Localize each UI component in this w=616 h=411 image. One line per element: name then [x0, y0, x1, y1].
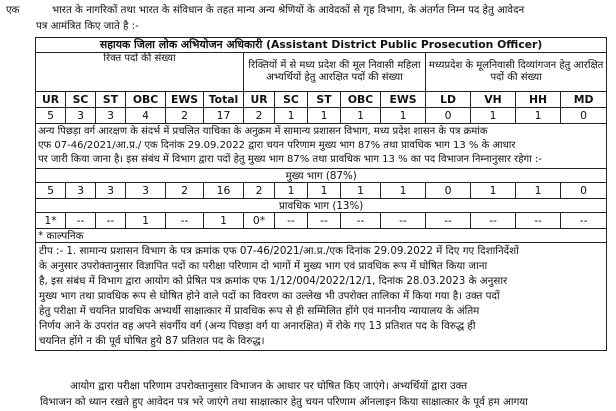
vacancies-header: रिक्त पदों की संख्या	[36, 53, 244, 92]
remark-paragraph	[36, 243, 607, 351]
intro-line-1: भारत के नागरिकों तथा भारत के संविधान के तहत मान्य अन्य श्रेणियों के आवेदकों से गृह विभाग, के अंतर्गत निम्न पद हेतु आवेदन	[52, 5, 525, 16]
category-code-cell: VH	[471, 92, 516, 108]
vacancy-value-cell: 1	[341, 108, 381, 124]
provisional-part-row	[36, 213, 607, 229]
category-code-cell: EWS	[381, 92, 426, 108]
vacancy-value-cell: 2	[166, 108, 204, 124]
category-code-cell: ST	[308, 92, 341, 108]
category-code-cell: LD	[426, 92, 471, 108]
category-code-cell: ST	[96, 92, 126, 108]
intro-line-2: पत्र आमंत्रित किए जाते है :-	[36, 21, 139, 32]
vacancy-value-cell: 17	[204, 108, 244, 124]
category-code-cell: OBC	[341, 92, 381, 108]
remark-line: चयनित होंगे न की पूर्व घोषित हुये 87 प्रतिशत पद के विरुद्ध।	[39, 335, 265, 347]
main-part-label: मुख्य भाग (87%)	[36, 169, 607, 183]
category-code-cell: UR	[244, 92, 275, 108]
category-code-cell: SC	[66, 92, 96, 108]
vacancy-values-row	[36, 108, 607, 124]
vacancy-value-cell: 1	[516, 108, 561, 124]
main-part-cell: 1	[381, 183, 426, 199]
section-marker: एक	[6, 5, 20, 16]
vacancy-value-cell: 3	[96, 108, 126, 124]
category-code-cell: SC	[275, 92, 308, 108]
vacancy-value-cell: 3	[66, 108, 96, 124]
main-part-cell: 3	[96, 183, 126, 199]
provisional-part-cell: --	[96, 213, 126, 229]
provisional-part-cell: --	[341, 213, 381, 229]
main-part-cell: 16	[204, 183, 244, 199]
provisional-part-cell: 1	[126, 213, 166, 229]
main-part-cell: 1	[275, 183, 308, 199]
provisional-part-cell: --	[275, 213, 308, 229]
vacancy-value-cell: 5	[36, 108, 66, 124]
provisional-part-cell: --	[66, 213, 96, 229]
main-part-cell: 1	[308, 183, 341, 199]
note-line: पर जारी किया जाना है। इस संबंध में विभाग द्वारा पदों हेतु मुख्य भाग 87% तथा प्रावधिक भाग 13 % का पद विभाजन निम्नानुसार रहेगा :-	[38, 154, 542, 165]
main-part-cell: 1	[516, 183, 561, 199]
category-code-cell: HH	[516, 92, 561, 108]
remark-line: है, इस संबंध में विभाग द्वारा आयोग को प्रेषित पत्र क्रमांक एफ 1/12/004/2022/12/1, दिनांक 28.03.2023 के अनुसार	[39, 275, 508, 287]
provisional-part-cell: --	[561, 213, 607, 229]
vacancy-value-cell: 1	[471, 108, 516, 124]
vacancy-value-cell: 1	[308, 108, 341, 124]
category-code-cell: UR	[36, 92, 66, 108]
main-part-cell: 2	[244, 183, 275, 199]
vacancy-table	[35, 37, 607, 351]
main-part-row	[36, 183, 607, 199]
women-reserved-header: रिक्तियों में से मध्य प्रदेश की मूल निवासी महिला अभ्यर्थियों हेतु आरक्षित पदों की संख्या	[244, 53, 426, 92]
provisional-part-cell: --	[381, 213, 426, 229]
closing-line-1: आयोग द्वारा परीक्षा परिणाम उपरोक्तानुसार विभाजन के आधार पर घोषित किए जाएंगे। अभ्यर्थियों द्वारा उक्त	[70, 380, 468, 392]
provisional-part-cell: --	[471, 213, 516, 229]
vacancy-value-cell: 1	[381, 108, 426, 124]
closing-line-2: विभाजन को ध्यान रखते हुए आवेदन पत्र भरे जाएंगे तथा साक्षात्कार हेतु चयन परिणाम ऑनलाइन किया साक्षात्कार के पूर्व हम आगया	[40, 396, 528, 408]
vacancy-value-cell: 0	[561, 108, 607, 124]
remark-line: टीप :- 1. सामान्य प्रशासन विभाग के पत्र क्रमांक एफ 07-46/2021/आ.प्र./एक दिनांक 29.09.2022 में दिए गए दिशानिर्देशों	[39, 245, 519, 257]
main-part-cell: 0	[426, 183, 471, 199]
provisional-part-cell: 0*	[244, 213, 275, 229]
obc-reservation-note	[36, 124, 607, 169]
vacancy-value-cell: 4	[126, 108, 166, 124]
note-line: अन्य पिछड़ा वर्ग आरक्षण के संदर्भ में प्रचलित याचिका के अनुक्रम में सामान्य प्रशासन विभाग, मध्य प्रदेश शासन के पत्र क्रमांक	[38, 126, 488, 137]
closing-paragraph	[40, 378, 606, 410]
provisional-part-label: प्रावधिक भाग (13%)	[36, 199, 607, 213]
provisional-part-cell: --	[166, 213, 204, 229]
vacancy-value-cell: 2	[244, 108, 275, 124]
remark-line: हेतु परीक्षा में चयनित प्रावधिक अभ्यर्थी साक्षात्कार में प्रावधिक रूप से ही सम्मिलित होंगे एवं माननीय न्यायालय के अंतिम	[39, 305, 480, 317]
footnote: * काल्पनिक	[36, 229, 607, 243]
provisional-part-cell: --	[308, 213, 341, 229]
remark-line: मुख्य भाग तथा प्रावधिक रूप से घोषित होने वाले पदों का विवरण का उल्लेख भी उपरोक्त तालिका में किया गया है। उक्त पदों	[39, 290, 500, 302]
main-part-cell: 0	[561, 183, 607, 199]
provisional-part-cell: --	[426, 213, 471, 229]
category-code-cell: MD	[561, 92, 607, 108]
main-part-cell: 1	[471, 183, 516, 199]
category-code-cell: Total	[204, 92, 244, 108]
post-title: सहायक जिला लोक अभियोजन अधिकारी (Assistant District Public Prosecution Officer)	[36, 38, 607, 53]
category-code-row	[36, 92, 607, 108]
note-line: एफ 07-46/2021/आ.प्र./ एक दिनांक 29.09.2022 द्वारा चयन परिणाम मुख्य भाग 87% तथा प्रावधिक भाग 13 % के आधार	[38, 140, 516, 151]
provisional-part-cell: 1*	[36, 213, 66, 229]
provisional-part-cell: --	[516, 213, 561, 229]
vacancy-value-cell: 0	[426, 108, 471, 124]
remark-line: निर्णय आने के उपरांत वह अपने संवर्गीय वर्ग (अन्य पिछड़ा वर्ग या अनारक्षित) में रोके गए 13 प्रतिशत पद के विरुद्ध ही	[39, 320, 476, 332]
provisional-part-cell: 1	[204, 213, 244, 229]
remark-line: के अनुसार उपरोक्तानुसार विज्ञापित पदों का परीक्षा परिणाम दो भागों में मुख्य भाग एवं प्रावधिक रूप में घोषित किया जाना	[39, 260, 488, 272]
vacancy-value-cell: 1	[275, 108, 308, 124]
category-code-cell: OBC	[126, 92, 166, 108]
main-part-cell: 3	[126, 183, 166, 199]
disabled-reserved-header: मध्यप्रदेश के मूलनिवासी दिव्यांगजन हेतु आरक्षित पदों की संख्या	[426, 53, 607, 92]
main-part-cell: 1	[341, 183, 381, 199]
main-part-cell: 2	[166, 183, 204, 199]
main-part-cell: 5	[36, 183, 66, 199]
category-code-cell: EWS	[166, 92, 204, 108]
main-part-cell: 3	[66, 183, 96, 199]
